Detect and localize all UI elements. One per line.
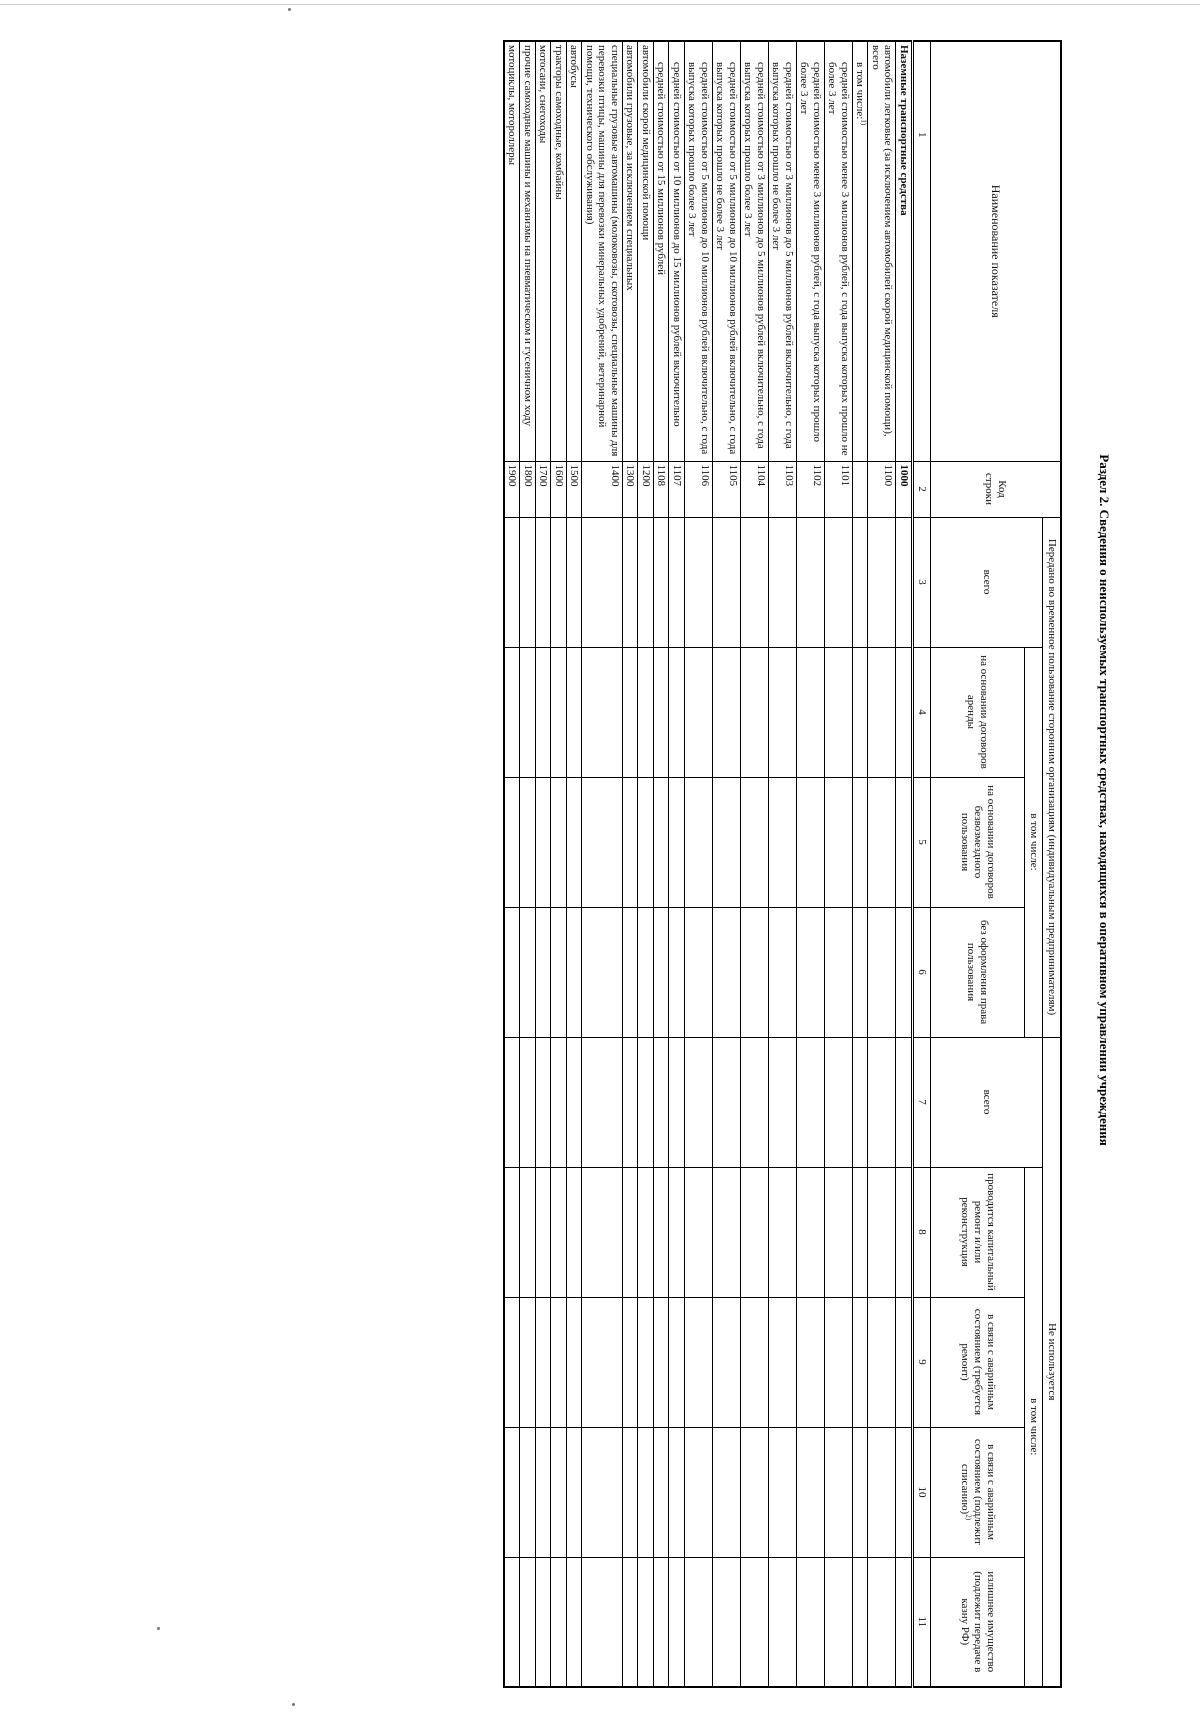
value-cell[interactable] <box>504 1297 520 1427</box>
value-cell[interactable] <box>853 1037 869 1167</box>
table-row <box>669 41 685 1687</box>
row-name: в том числе: <box>854 62 867 120</box>
value-cell[interactable] <box>797 1427 825 1557</box>
scan-speck <box>292 1703 295 1706</box>
row-name-cell <box>536 41 552 461</box>
table-row <box>567 41 583 1687</box>
value-cell[interactable] <box>741 647 769 777</box>
value-cell[interactable] <box>896 777 913 907</box>
value-cell[interactable] <box>741 1297 769 1427</box>
row-name: средней стоимостью от 3 миллионов до 5 миллионов рублей включительно, с года выпуска которых прошло не более 3 лет <box>770 62 795 449</box>
value-cell[interactable] <box>685 1427 713 1557</box>
value-cell[interactable] <box>769 907 797 1037</box>
row-name-cell <box>551 41 567 461</box>
value-cell[interactable] <box>685 777 713 907</box>
table-row <box>868 41 896 1687</box>
value-cell[interactable] <box>896 1037 913 1167</box>
value-cell[interactable] <box>654 1557 670 1687</box>
value-cell[interactable] <box>769 647 797 777</box>
value-cell[interactable] <box>638 777 654 907</box>
value-cell[interactable] <box>504 647 520 777</box>
value-cell[interactable] <box>504 517 520 647</box>
row-name-cell <box>623 41 639 461</box>
value-cell[interactable] <box>551 1557 567 1687</box>
value-cell[interactable] <box>769 1297 797 1427</box>
value-cell[interactable] <box>797 1167 825 1297</box>
row-code: 1105 <box>713 461 741 517</box>
value-cell[interactable] <box>623 1167 639 1297</box>
table-row <box>741 41 769 1687</box>
header-emergency-writeoff <box>931 1427 1025 1557</box>
value-cell[interactable] <box>551 1037 567 1167</box>
value-cell[interactable] <box>825 1427 853 1557</box>
table-row <box>825 41 853 1687</box>
row-name-cell <box>504 41 520 461</box>
value-cell[interactable] <box>654 1427 670 1557</box>
value-cell[interactable] <box>685 1557 713 1687</box>
column-number: 7 <box>913 1037 931 1167</box>
row-name-cell <box>868 41 896 461</box>
value-cell[interactable] <box>582 1297 623 1427</box>
value-cell[interactable] <box>582 1037 623 1167</box>
table-body <box>504 41 913 1687</box>
value-cell[interactable] <box>713 907 741 1037</box>
value-cell[interactable] <box>896 1557 913 1687</box>
value-cell[interactable] <box>504 777 520 907</box>
row-code: 1108 <box>654 461 670 517</box>
value-cell[interactable] <box>741 1427 769 1557</box>
value-cell[interactable] <box>896 647 913 777</box>
row-name: Наземные транспортные средства <box>898 45 910 216</box>
value-cell[interactable] <box>567 1167 583 1297</box>
section-title: Раздел 2. Сведения о неиспользуемых транспортных средствах, находящихся в оперативном управлении учреждения <box>1097 454 1112 1146</box>
rotated-form-sheet <box>290 40 1120 1673</box>
value-cell[interactable] <box>551 1427 567 1557</box>
header-emergency-writeoff-text: в связи с аварийным состоянием (подлежит списанию) <box>959 1439 997 1545</box>
value-cell[interactable] <box>654 907 670 1037</box>
value-cell[interactable] <box>825 1037 853 1167</box>
value-cell[interactable] <box>536 907 552 1037</box>
row-name: средней стоимостью от 10 миллионов до 15 миллионов рублей включительно <box>671 62 683 427</box>
value-cell[interactable] <box>582 647 623 777</box>
value-cell[interactable] <box>623 1037 639 1167</box>
header-transferred-including: в том числе: <box>1025 647 1043 1037</box>
column-number: 5 <box>913 777 931 907</box>
scan-edge-line <box>0 4 1200 5</box>
value-cell[interactable] <box>797 777 825 907</box>
header-surplus: излишнее имущество (подлежит передаче в казну РФ) <box>931 1557 1025 1687</box>
value-cell[interactable] <box>741 1167 769 1297</box>
row-name: автомобили скорой медицинской помощи <box>640 45 652 241</box>
value-cell[interactable] <box>853 1297 869 1427</box>
row-code: 1106 <box>685 461 713 517</box>
value-cell[interactable] <box>713 517 741 647</box>
value-cell[interactable] <box>853 777 869 907</box>
row-code: 1200 <box>638 461 654 517</box>
value-cell[interactable] <box>623 647 639 777</box>
value-cell[interactable] <box>825 1557 853 1687</box>
value-cell[interactable] <box>868 777 896 907</box>
value-cell[interactable] <box>567 1557 583 1687</box>
table-row <box>638 41 654 1687</box>
value-cell[interactable] <box>797 1297 825 1427</box>
value-cell[interactable] <box>582 907 623 1037</box>
value-cell[interactable] <box>769 1557 797 1687</box>
value-cell[interactable] <box>868 1167 896 1297</box>
value-cell[interactable] <box>623 1297 639 1427</box>
value-cell[interactable] <box>536 647 552 777</box>
value-cell[interactable] <box>504 1167 520 1297</box>
value-cell[interactable] <box>868 1297 896 1427</box>
header-transferred: Передано во временное пользование сторонним организациям (индивидуальным предпринимателям) <box>1043 517 1062 1037</box>
header-not-used-including: в том числе: <box>1025 1167 1043 1687</box>
value-cell[interactable] <box>623 517 639 647</box>
value-cell[interactable] <box>504 1037 520 1167</box>
table-row <box>520 41 536 1687</box>
value-cell[interactable] <box>654 647 670 777</box>
value-cell[interactable] <box>504 1557 520 1687</box>
value-cell[interactable] <box>551 1297 567 1427</box>
value-cell[interactable] <box>669 647 685 777</box>
value-cell[interactable] <box>853 1167 869 1297</box>
value-cell[interactable] <box>520 517 536 647</box>
row-code: 1800 <box>520 461 536 517</box>
value-cell[interactable] <box>654 1297 670 1427</box>
value-cell[interactable] <box>853 907 869 1037</box>
row-name: средней стоимостью менее 3 миллионов рублей, с года выпуска которых прошло более 3 лет <box>798 62 823 443</box>
value-cell[interactable] <box>654 777 670 907</box>
value-cell[interactable] <box>868 647 896 777</box>
header-free-use: на основании договоров безвозмездного пользования <box>931 777 1025 907</box>
value-cell[interactable] <box>536 1427 552 1557</box>
value-cell[interactable] <box>713 1557 741 1687</box>
row-name: тракторы самоходные, комбайны <box>553 45 565 200</box>
row-name: автобусы <box>568 45 581 88</box>
header-transferred-total: всего <box>931 517 1043 647</box>
row-code: 1100 <box>868 461 896 517</box>
value-cell[interactable] <box>713 1427 741 1557</box>
value-cell[interactable] <box>741 517 769 647</box>
value-cell[interactable] <box>853 1427 869 1557</box>
value-cell[interactable] <box>520 1167 536 1297</box>
header-emergency-repair: в связи с аварийным состоянием (требуется ремонт) <box>931 1297 1025 1427</box>
value-cell[interactable] <box>520 1297 536 1427</box>
value-cell[interactable] <box>825 1167 853 1297</box>
footnote-mark: 2) <box>964 1514 973 1521</box>
row-name: мотосани, снегоходы <box>537 45 550 144</box>
row-code: 1900 <box>504 461 520 517</box>
row-name: прочие самоходные машины и механизмы на пневматическом и гусеничном ходу <box>522 45 534 427</box>
column-number-row <box>913 41 931 1687</box>
row-code: 1600 <box>551 461 567 517</box>
value-cell[interactable] <box>638 907 654 1037</box>
column-number: 6 <box>913 907 931 1037</box>
value-cell[interactable] <box>825 777 853 907</box>
value-cell[interactable] <box>669 1037 685 1167</box>
value-cell[interactable] <box>853 647 869 777</box>
value-cell[interactable] <box>797 647 825 777</box>
row-name-cell <box>769 41 797 461</box>
value-cell[interactable] <box>896 517 913 647</box>
value-cell[interactable] <box>741 907 769 1037</box>
row-code: 1700 <box>536 461 552 517</box>
value-cell[interactable] <box>825 647 853 777</box>
table-row <box>769 41 797 1687</box>
value-cell[interactable] <box>797 1557 825 1687</box>
row-code: 1107 <box>669 461 685 517</box>
value-cell[interactable] <box>685 517 713 647</box>
value-cell[interactable] <box>582 777 623 907</box>
value-cell[interactable] <box>567 777 583 907</box>
value-cell[interactable] <box>638 1297 654 1427</box>
value-cell[interactable] <box>520 647 536 777</box>
value-cell[interactable] <box>741 777 769 907</box>
value-cell[interactable] <box>868 1557 896 1687</box>
row-name: средней стоимостью от 3 миллионов до 5 миллионов рублей включительно, с года выпуска которых прошло более 3 лет <box>742 62 767 449</box>
header-no-right: без оформления права пользования <box>931 907 1025 1037</box>
value-cell[interactable] <box>520 907 536 1037</box>
value-cell[interactable] <box>536 777 552 907</box>
value-cell[interactable] <box>520 1557 536 1687</box>
value-cell[interactable] <box>685 1167 713 1297</box>
value-cell[interactable] <box>638 1167 654 1297</box>
value-cell[interactable] <box>623 777 639 907</box>
value-cell[interactable] <box>638 1557 654 1687</box>
value-cell[interactable] <box>769 517 797 647</box>
vehicles-table <box>503 40 1062 1688</box>
value-cell[interactable] <box>551 1167 567 1297</box>
value-cell[interactable] <box>825 1297 853 1427</box>
value-cell[interactable] <box>623 1427 639 1557</box>
value-cell[interactable] <box>536 1297 552 1427</box>
value-cell[interactable] <box>520 777 536 907</box>
row-name: специальные грузовые автомашины (молоковозы, скотовозы, специальные машины для перевозки птицы, машины для перевозки минеральных удобрений, ветеринарной помощи, технического обслуживания) <box>584 45 621 457</box>
row-name-cell <box>797 41 825 461</box>
value-cell[interactable] <box>536 1557 552 1687</box>
column-number: 9 <box>913 1297 931 1427</box>
value-cell[interactable] <box>551 907 567 1037</box>
header-not-used: Не используется <box>1043 1037 1062 1687</box>
value-cell[interactable] <box>669 907 685 1037</box>
value-cell[interactable] <box>685 907 713 1037</box>
value-cell[interactable] <box>654 1037 670 1167</box>
value-cell[interactable] <box>868 907 896 1037</box>
header-not-used-total: всего <box>931 1037 1043 1167</box>
value-cell[interactable] <box>713 1167 741 1297</box>
value-cell[interactable] <box>669 1167 685 1297</box>
row-code: 1103 <box>769 461 797 517</box>
value-cell[interactable] <box>623 907 639 1037</box>
value-cell[interactable] <box>582 517 623 647</box>
value-cell[interactable] <box>825 517 853 647</box>
value-cell[interactable] <box>713 777 741 907</box>
value-cell[interactable] <box>741 1557 769 1687</box>
value-cell[interactable] <box>638 1427 654 1557</box>
header-rent: на основании договоров аренды <box>931 647 1025 777</box>
table-row <box>536 41 552 1687</box>
row-code: 1101 <box>825 461 853 517</box>
column-number: 2 <box>913 461 931 517</box>
value-cell[interactable] <box>741 1037 769 1167</box>
footnote-mark: 1) <box>860 119 869 126</box>
row-name-cell <box>638 41 654 461</box>
value-cell[interactable] <box>685 1037 713 1167</box>
value-cell[interactable] <box>567 907 583 1037</box>
value-cell[interactable] <box>638 1037 654 1167</box>
row-code: 1400 <box>582 461 623 517</box>
value-cell[interactable] <box>669 517 685 647</box>
value-cell[interactable] <box>654 1167 670 1297</box>
table-row <box>853 41 869 1687</box>
value-cell[interactable] <box>769 777 797 907</box>
value-cell[interactable] <box>685 1297 713 1427</box>
header-repair: проводится капитальный ремонт и/или реконструкция <box>931 1167 1025 1297</box>
table-row <box>654 41 670 1687</box>
table-row <box>713 41 741 1687</box>
value-cell[interactable] <box>825 907 853 1037</box>
value-cell[interactable] <box>638 517 654 647</box>
table-row <box>797 41 825 1687</box>
value-cell[interactable] <box>582 1557 623 1687</box>
row-name-cell <box>520 41 536 461</box>
row-name: автомобили легковые (за исключением автомобилей скорой медицинской помощи), всего <box>870 45 895 437</box>
row-code: 1102 <box>797 461 825 517</box>
column-number: 11 <box>913 1557 931 1687</box>
row-name: автомобили грузовые, за исключением специальных <box>624 45 637 291</box>
value-cell[interactable] <box>896 907 913 1037</box>
table-row <box>896 41 913 1687</box>
scan-speck <box>288 8 291 11</box>
value-cell[interactable] <box>769 1427 797 1557</box>
value-cell[interactable] <box>868 517 896 647</box>
value-cell[interactable] <box>536 1167 552 1297</box>
row-code <box>853 461 869 517</box>
value-cell[interactable] <box>713 647 741 777</box>
column-number: 3 <box>913 517 931 647</box>
row-name-cell <box>582 41 623 461</box>
row-name: средней стоимостью от 15 миллионов рублей <box>655 62 668 275</box>
table-row <box>504 41 520 1687</box>
value-cell[interactable] <box>567 1297 583 1427</box>
value-cell[interactable] <box>797 907 825 1037</box>
value-cell[interactable] <box>551 517 567 647</box>
value-cell[interactable] <box>685 647 713 777</box>
value-cell[interactable] <box>536 517 552 647</box>
table-row <box>685 41 713 1687</box>
value-cell[interactable] <box>896 1167 913 1297</box>
row-code: 1000 <box>896 461 913 517</box>
value-cell[interactable] <box>853 1557 869 1687</box>
row-name: средней стоимостью менее 3 миллионов рублей, с года выпуска которых прошло не более 3 лет <box>826 62 851 456</box>
row-code: 1300 <box>623 461 639 517</box>
value-cell[interactable] <box>623 1557 639 1687</box>
value-cell[interactable] <box>551 777 567 907</box>
value-cell[interactable] <box>853 517 869 647</box>
value-cell[interactable] <box>669 1427 685 1557</box>
value-cell[interactable] <box>567 1427 583 1557</box>
value-cell[interactable] <box>797 517 825 647</box>
column-number: 4 <box>913 647 931 777</box>
value-cell[interactable] <box>582 1167 623 1297</box>
value-cell[interactable] <box>896 1427 913 1557</box>
value-cell[interactable] <box>713 1297 741 1427</box>
row-name: мотоциклы, мотороллеры <box>506 45 519 166</box>
header-code: Код строки <box>931 461 1062 517</box>
row-name-cell <box>669 41 685 461</box>
table-row <box>623 41 639 1687</box>
header-name: Наименование показателя <box>931 41 1062 461</box>
row-name-cell <box>741 41 769 461</box>
row-name: средней стоимостью от 5 миллионов до 10 миллионов рублей включительно, с года выпуска которых прошло не более 3 лет <box>714 62 739 455</box>
column-number: 1 <box>913 41 931 461</box>
value-cell[interactable] <box>638 647 654 777</box>
row-name-cell <box>654 41 670 461</box>
value-cell[interactable] <box>669 1557 685 1687</box>
value-cell[interactable] <box>520 1037 536 1167</box>
value-cell[interactable] <box>654 517 670 647</box>
row-code: 1500 <box>567 461 583 517</box>
value-cell[interactable] <box>868 1427 896 1557</box>
row-name-cell <box>853 41 869 461</box>
value-cell[interactable] <box>551 647 567 777</box>
row-name-cell <box>567 41 583 461</box>
value-cell[interactable] <box>567 517 583 647</box>
row-name-cell <box>713 41 741 461</box>
value-cell[interactable] <box>582 1427 623 1557</box>
row-name-cell <box>896 41 913 461</box>
value-cell[interactable] <box>896 1297 913 1427</box>
value-cell[interactable] <box>504 1427 520 1557</box>
value-cell[interactable] <box>567 1037 583 1167</box>
value-cell[interactable] <box>797 1037 825 1167</box>
value-cell[interactable] <box>669 1297 685 1427</box>
row-code: 1104 <box>741 461 769 517</box>
value-cell[interactable] <box>567 647 583 777</box>
row-name: средней стоимостью от 5 миллионов до 10 миллионов рублей включительно, с года выпуска которых прошло более 3 лет <box>686 62 711 455</box>
column-number: 8 <box>913 1167 931 1297</box>
value-cell[interactable] <box>769 1037 797 1167</box>
value-cell[interactable] <box>520 1427 536 1557</box>
column-number: 10 <box>913 1427 931 1557</box>
value-cell[interactable] <box>504 907 520 1037</box>
value-cell[interactable] <box>713 1037 741 1167</box>
value-cell[interactable] <box>536 1037 552 1167</box>
value-cell[interactable] <box>868 1037 896 1167</box>
row-name-cell <box>825 41 853 461</box>
scan-speck <box>157 1627 160 1630</box>
value-cell[interactable] <box>669 777 685 907</box>
table-row <box>582 41 623 1687</box>
value-cell[interactable] <box>769 1167 797 1297</box>
table-row <box>551 41 567 1687</box>
row-name-cell <box>685 41 713 461</box>
